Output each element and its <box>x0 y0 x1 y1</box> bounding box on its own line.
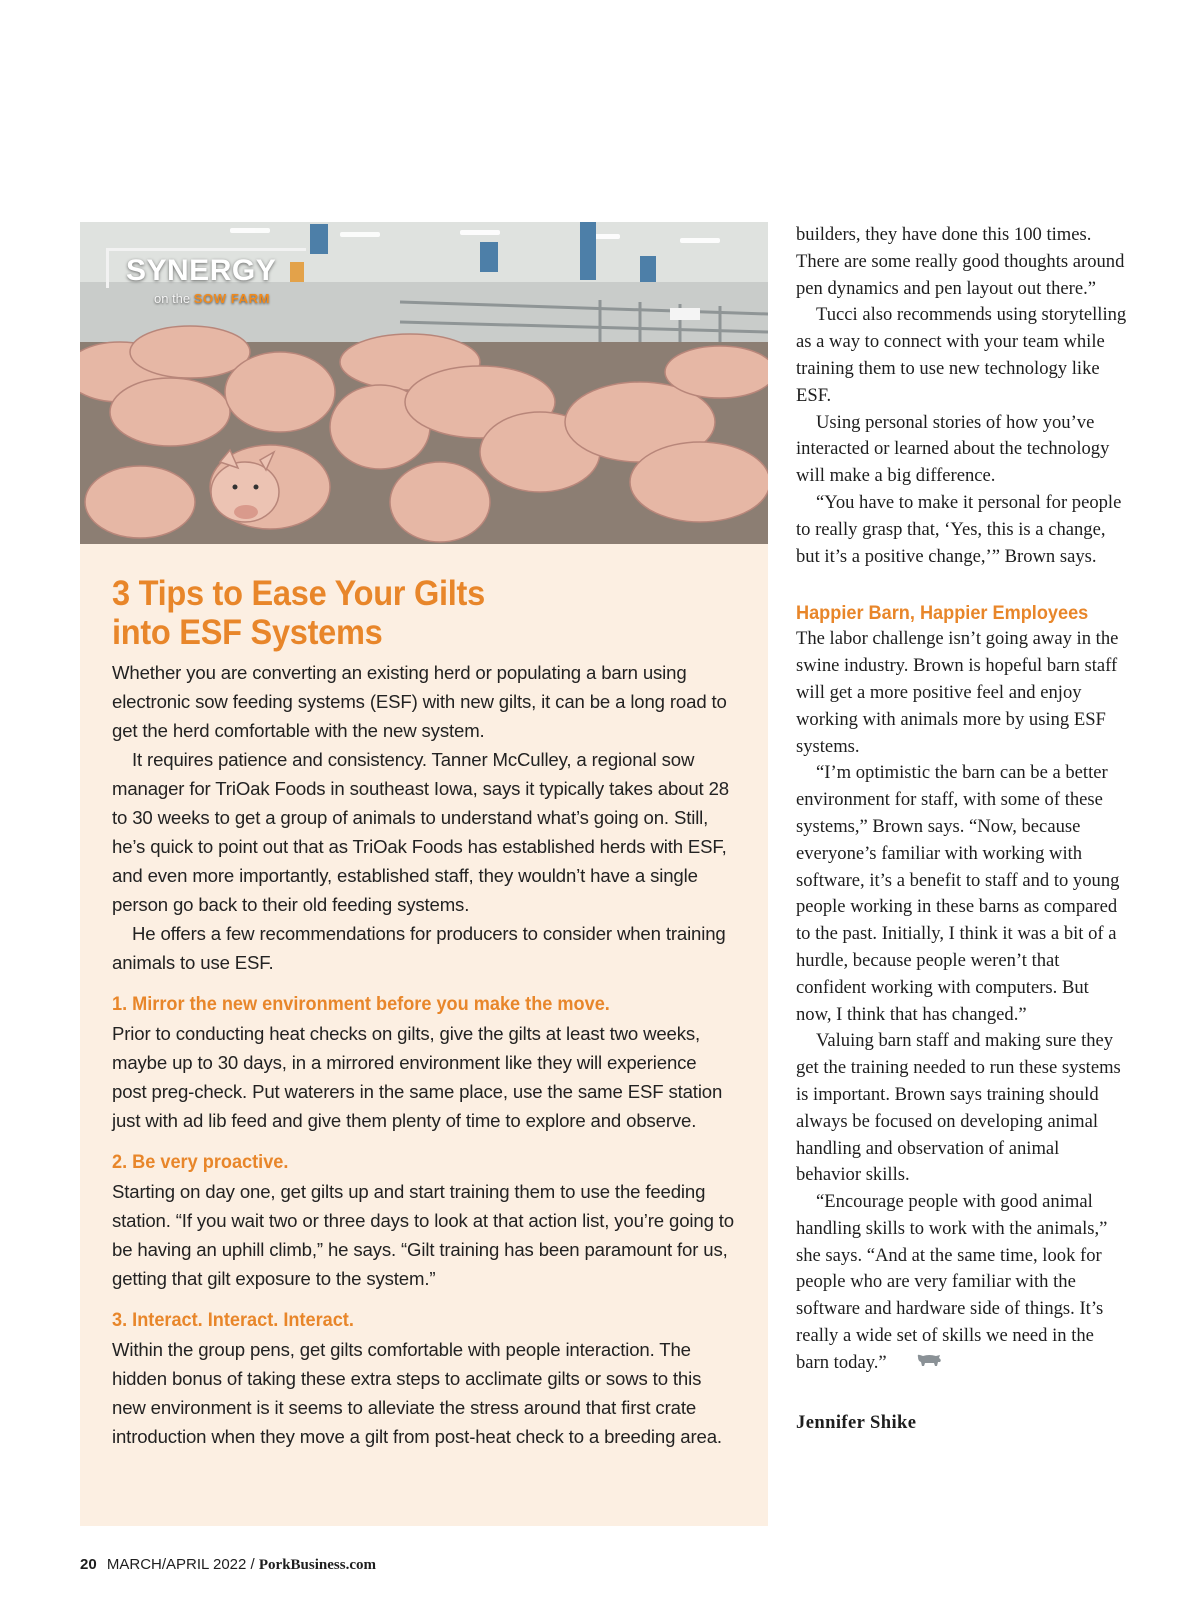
article-p2: Tucci also recommends using storytelling as a way to connect with your team while training them to use new technology like ESF. <box>796 304 1127 406</box>
sidebar-title <box>112 574 739 652</box>
logo-sub-highlight: SOW FARM <box>193 291 271 306</box>
article-p6: “I’m optimistic the barn can be a better environment for staff, with some of these systems,” Brown says. “Now, because everyone’s familiar with working with software, it’s a benefit to staff and to young people working in these barns as compared to the past. Initially, I think it was a bit of a hurdle, because people weren’t that confident working with computers. But now, I think that has changed.” <box>796 762 1120 1025</box>
article-column <box>796 222 1128 1437</box>
article-p5: The labor challenge isn’t going away in the swine industry. Brown is hopeful barn staff will get a more positive feel and enjoy working with animals more by using ESF systems. <box>796 628 1119 757</box>
sidebar-title-line1: 3 Tips to Ease Your Gilts <box>112 574 485 613</box>
footer-issue: MARCH/APRIL 2022 / <box>106 1556 255 1573</box>
article-p8 <box>796 1189 1128 1377</box>
logo-sub-prefix: on the <box>154 291 191 306</box>
sidebar-intro-p2: It requires patience and consistency. Tanner McCulley, a regional sow manager for TriOak Foods in southeast Iowa, says it typically takes about 28 to 30 weeks to get a group of animals to understand what’s going on. Still, he’s quick to point out that as TriOak Foods has established herds with ESF, and even more importantly, established staff, they wouldn’t have a single person go back to their old feeding systems. <box>112 749 729 915</box>
article-byline: Jennifer Shike <box>796 1412 917 1433</box>
synergy-logo <box>106 244 326 314</box>
tip-1-heading: 1. Mirror the new environment before you make the move. <box>112 993 610 1015</box>
article-p1: builders, they have done this 100 times. There are some really good thoughts around pen dynamics and pen layout out there.” <box>796 224 1125 299</box>
sidebar-title-line2: into ESF Systems <box>112 613 383 652</box>
tip-3-body: Within the group pens, get gilts comfortable with people interaction. The hidden bonus of taking these extra steps to acclimate gilts or sows to this new environment is it seems to alleviate the stress around that first crate introduction when they move a gilt from post-heat check to a breeding area. <box>112 1339 722 1447</box>
sidebar-intro-p3: He offers a few recommendations for producers to consider when training animals to use ESF. <box>112 923 726 973</box>
page-footer <box>80 1556 376 1574</box>
tip-3-heading: 3. Interact. Interact. Interact. <box>112 1309 354 1331</box>
tip-2-heading: 2. Be very proactive. <box>112 1151 289 1173</box>
article-p3: Using personal stories of how you’ve interacted or learned about the technology will make a big difference. <box>796 411 1110 487</box>
footer-site: PorkBusiness.com <box>258 1557 376 1573</box>
barn-photo <box>80 222 768 544</box>
tips-sidebar <box>80 544 768 1526</box>
logo-subtitle <box>154 291 270 306</box>
tip-2-body: Starting on day one, get gilts up and start training them to use the feeding station. “If you wait two or three days to look at that action list, you’re going to be having an uphill climb,” he says. “Gilt training has been paramount for us, getting that gilt exposure to the system.” <box>112 1181 734 1289</box>
article-p4: “You have to make it personal for people to really grasp that, ‘Yes, this is a change, but it’s a positive change,’” Brown says. <box>796 491 1122 567</box>
article-subhead: Happier Barn, Happier Employees <box>796 602 1089 625</box>
tip-1-body: Prior to conducting heat checks on gilts, give the gilts at least two weeks, maybe up to 30 days, in a mirrored environment like they will experience post preg-check. Put waterers in the same place, use the same ESF station just with ad lib feed and give them plenty of time to explore and observe. <box>112 1023 723 1131</box>
logo-word: SYNERGY <box>126 254 277 287</box>
page-number: 20 <box>80 1556 97 1573</box>
article-p7: Valuing barn staff and making sure they get the training needed to run these systems is important. Brown says training should always be focused on developing animal handling and observation of animal behavior skills. <box>796 1030 1121 1186</box>
pig-end-mark-icon <box>895 1350 943 1377</box>
sidebar-intro-p1: Whether you are converting an existing herd or populating a barn using electronic sow feeding systems (ESF) with new gilts, it can be a long road to get the herd comfortable with the new system. <box>112 662 727 741</box>
article-p8-text: “Encourage people with good animal handling skills to work with the animals,” she says. “And at the same time, look for people who are very familiar with the software and hardware side of things. It’s really a wide set of skills we need in the barn today.” <box>796 1191 1108 1373</box>
